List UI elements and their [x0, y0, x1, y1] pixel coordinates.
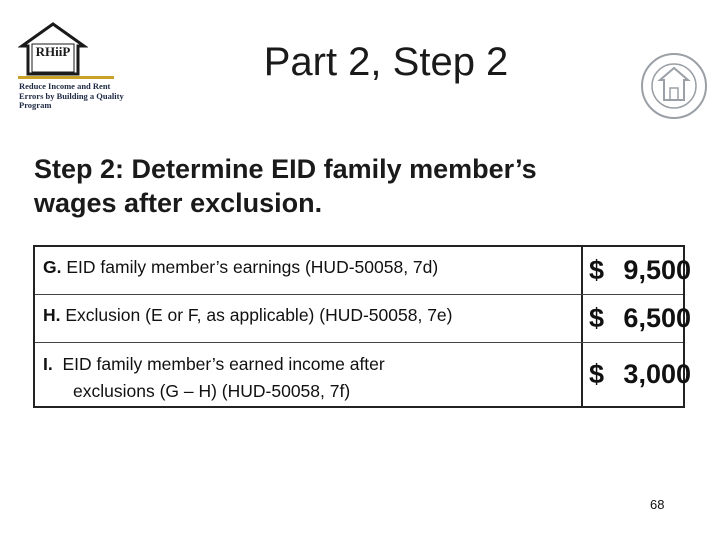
row-amount: $ 6,500 [589, 303, 691, 333]
logo-tagline: Reduce Income and Rent Errors by Building a Quality Program [19, 81, 124, 110]
table-row [35, 295, 691, 343]
row-amount: $ 3,000 [589, 359, 691, 389]
rhiip-logo [18, 22, 128, 117]
slide-title: Part 2, Step 2 [263, 40, 509, 84]
logo-divider [18, 76, 114, 79]
row-label: I. EID family member’s earned income after exclusions (G – H) (HUD-50058, 7f) [35, 343, 583, 406]
logo-wordmark: RHiiP [35, 44, 71, 59]
row-label: H. Exclusion (E or F, as applicable) (HUD-50058, 7e) [35, 295, 583, 342]
table-row [35, 247, 691, 295]
hud-seal-icon [638, 50, 710, 122]
row-amount: $ 9,500 [589, 255, 691, 285]
page-number: 68 [650, 497, 665, 512]
table-row [35, 343, 691, 406]
calculation-table [33, 245, 691, 408]
step-heading: Step 2: Determine EID family member’s wages after exclusion. [34, 154, 537, 218]
row-label: G. EID family member’s earnings (HUD-50058, 7d) [35, 247, 583, 294]
